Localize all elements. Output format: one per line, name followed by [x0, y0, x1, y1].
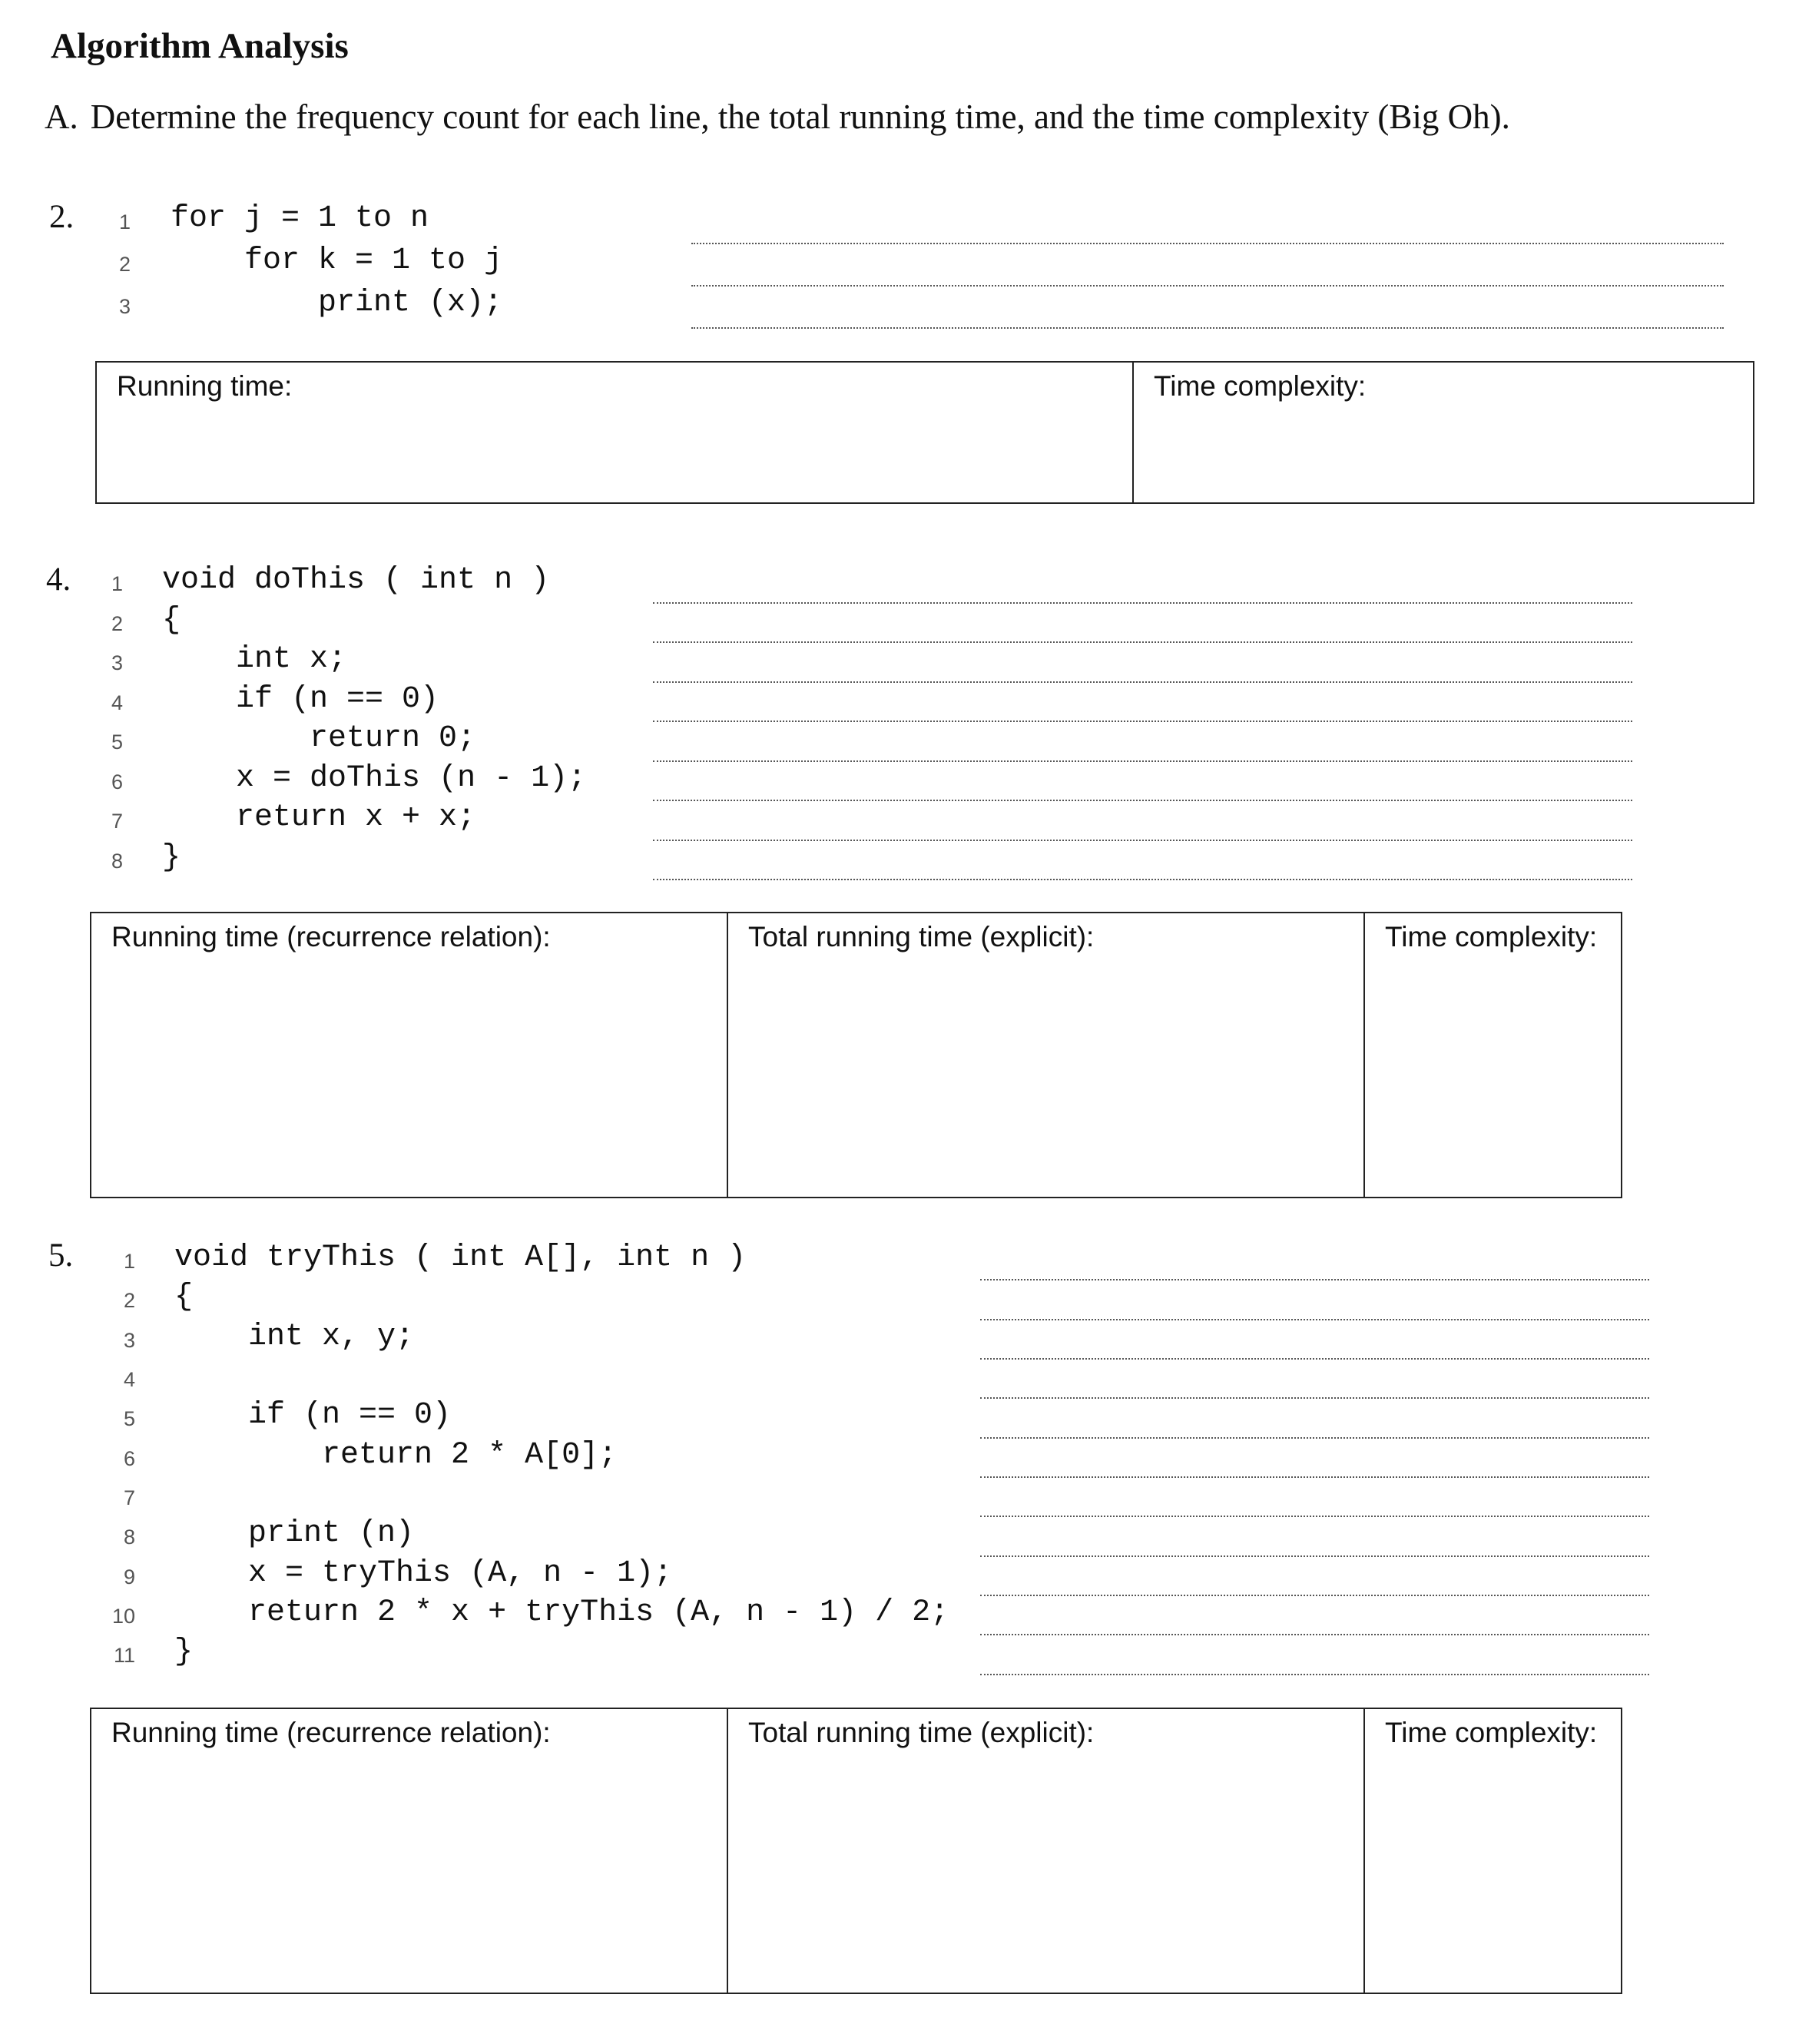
- frequency-answer-line[interactable]: [980, 1674, 1649, 1675]
- line-number: 2: [111, 612, 123, 635]
- instruction-text: Determine the frequency count for each line, the total running time, and the time complexity (Big Oh).: [90, 98, 1510, 136]
- recurrence-relation-cell[interactable]: [91, 913, 728, 1197]
- frequency-answer-line[interactable]: [980, 1358, 1649, 1360]
- frequency-answer-line[interactable]: [653, 760, 1632, 762]
- time-complexity-cell[interactable]: [1134, 363, 1753, 502]
- frequency-answer-line[interactable]: [653, 879, 1632, 880]
- line-number: 10: [111, 1605, 135, 1628]
- code-text: if (n == 0): [162, 682, 439, 717]
- code-text: void tryThis ( int A[], int n ): [174, 1241, 747, 1275]
- frequency-answer-line[interactable]: [980, 1476, 1649, 1478]
- problem-4-number: 4.: [46, 562, 71, 598]
- code-text: return 0;: [162, 721, 476, 756]
- frequency-answer-line[interactable]: [653, 721, 1632, 722]
- line-number: 3: [123, 1329, 135, 1352]
- frequency-answer-line[interactable]: [691, 243, 1724, 244]
- code-text: }: [174, 1635, 194, 1669]
- total-running-time-label: Total running time (explicit):: [748, 921, 1095, 952]
- code-text: return 2 * A[0];: [174, 1438, 618, 1473]
- line-number: 9: [123, 1565, 135, 1588]
- line-number: 7: [111, 810, 123, 833]
- line-number: 6: [111, 770, 123, 793]
- time-complexity-label: Time complexity:: [1385, 1717, 1598, 1748]
- recurrence-relation-label: Running time (recurrence relation):: [111, 921, 551, 952]
- code-text: return 2 * x + tryThis (A, n - 1) / 2;: [174, 1595, 949, 1630]
- code-text: }: [162, 840, 181, 875]
- time-complexity-label: Time complexity:: [1154, 370, 1367, 402]
- code-text: print (n): [174, 1516, 415, 1551]
- line-number: 11: [113, 1644, 135, 1667]
- page-title: Algorithm Analysis: [51, 26, 349, 66]
- frequency-answer-line[interactable]: [980, 1279, 1649, 1280]
- line-number: 6: [123, 1447, 135, 1470]
- line-number: 1: [123, 1250, 135, 1273]
- running-time-cell[interactable]: [97, 363, 1134, 502]
- instruction-letter: A.: [45, 98, 78, 136]
- total-running-time-cell[interactable]: [728, 1709, 1365, 1993]
- code-text: {: [162, 603, 181, 638]
- problem-5-answer-table: [90, 1708, 1622, 1994]
- instruction: [45, 97, 1510, 137]
- total-running-time-label: Total running time (explicit):: [748, 1717, 1095, 1748]
- frequency-answer-line[interactable]: [980, 1634, 1649, 1635]
- line-number: 2: [118, 253, 131, 276]
- frequency-answer-line[interactable]: [653, 641, 1632, 643]
- code-text: for k = 1 to j: [171, 243, 503, 278]
- frequency-answer-line[interactable]: [653, 681, 1632, 683]
- time-complexity-label: Time complexity:: [1385, 921, 1598, 952]
- running-time-label: Running time:: [117, 370, 293, 402]
- line-number: 8: [123, 1526, 135, 1549]
- frequency-answer-line[interactable]: [691, 327, 1724, 329]
- line-number: 4: [123, 1368, 135, 1391]
- frequency-answer-line[interactable]: [691, 285, 1724, 287]
- frequency-answer-line[interactable]: [980, 1555, 1649, 1557]
- code-text: {: [174, 1280, 194, 1314]
- problem-2-number: 2.: [49, 199, 75, 235]
- line-number: 2: [123, 1289, 135, 1312]
- code-text: x = doThis (n - 1);: [162, 761, 587, 796]
- frequency-answer-line[interactable]: [653, 602, 1632, 604]
- frequency-answer-line[interactable]: [980, 1397, 1649, 1399]
- line-number: 3: [111, 651, 123, 674]
- code-text: int x, y;: [174, 1320, 415, 1354]
- line-number: 4: [111, 691, 123, 714]
- code-text: for j = 1 to n: [171, 201, 429, 236]
- code-text: x = tryThis (A, n - 1);: [174, 1556, 673, 1591]
- code-text: if (n == 0): [174, 1398, 452, 1433]
- line-number: 5: [123, 1407, 135, 1430]
- frequency-answer-line[interactable]: [980, 1516, 1649, 1517]
- time-complexity-cell[interactable]: [1365, 1709, 1621, 1993]
- line-number: 7: [123, 1486, 135, 1509]
- frequency-answer-line[interactable]: [653, 840, 1632, 841]
- frequency-answer-line[interactable]: [653, 800, 1632, 801]
- line-number: 1: [118, 210, 131, 234]
- time-complexity-cell[interactable]: [1365, 913, 1621, 1197]
- recurrence-relation-cell[interactable]: [91, 1709, 728, 1993]
- frequency-answer-line[interactable]: [980, 1595, 1649, 1596]
- line-number: 3: [118, 295, 131, 318]
- total-running-time-cell[interactable]: [728, 913, 1365, 1197]
- problem-2-answer-table: [95, 361, 1754, 504]
- recurrence-relation-label: Running time (recurrence relation):: [111, 1717, 551, 1748]
- code-text: void doThis ( int n ): [162, 563, 550, 598]
- problem-5-number: 5.: [48, 1237, 74, 1274]
- problem-4-answer-table: [90, 912, 1622, 1198]
- line-number: 1: [111, 572, 123, 595]
- line-number: 5: [111, 730, 123, 754]
- code-text: int x;: [162, 642, 347, 677]
- frequency-answer-line[interactable]: [980, 1437, 1649, 1439]
- frequency-answer-line[interactable]: [980, 1319, 1649, 1320]
- code-text: return x + x;: [162, 800, 476, 835]
- code-text: print (x);: [171, 286, 503, 320]
- line-number: 8: [111, 850, 123, 873]
